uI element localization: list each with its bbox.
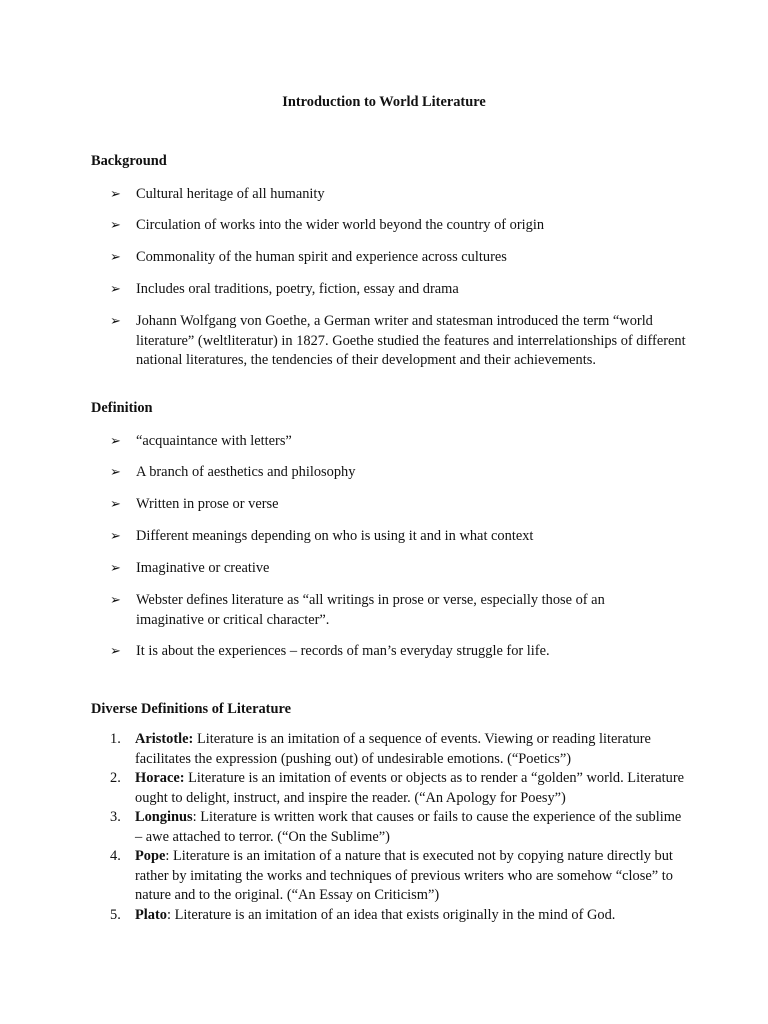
list-item-text: Imaginative or creative xyxy=(136,560,270,576)
list-item-text: Circulation of works into the wider world beyond the country of origin xyxy=(136,217,545,233)
definition-text: Literature is an imitation of events or objects as to render a “golden” world. Literature ought to delight, instruct, and inspire the reader. (“An Apology for Poesy”) xyxy=(135,770,685,806)
list-item xyxy=(110,185,696,205)
bullet-arrow-icon: ➢ xyxy=(110,282,121,297)
definition-text: : Literature is an imitation of a nature that is executed not by copying nature directly but rather by imitating the works and techniques of previous writers who are somehow “close” to nature and to the original. (“An Essay on Criticism”) xyxy=(135,848,673,903)
list-item-text: Webster defines literature as “all writings in prose or verse, especially those of an imaginative or critical character”. xyxy=(136,592,605,628)
list-item-text: “acquaintance with letters” xyxy=(136,433,292,449)
author-name: Horace: xyxy=(135,770,185,786)
list-number: 4. xyxy=(110,848,121,864)
list-item-text: Cultural heritage of all humanity xyxy=(136,186,325,202)
list-item-text: Commonality of the human spirit and experience across cultures xyxy=(136,249,507,265)
diverse-definitions-list xyxy=(110,730,690,925)
list-item xyxy=(110,559,696,579)
bullet-arrow-icon: ➢ xyxy=(110,561,121,576)
list-item xyxy=(110,248,696,268)
bullet-arrow-icon: ➢ xyxy=(110,465,121,480)
list-item xyxy=(110,432,696,452)
document-title: Introduction to World Literature xyxy=(282,94,486,110)
list-item xyxy=(110,808,690,847)
bullet-arrow-icon: ➢ xyxy=(110,593,121,608)
heading-definition: Definition xyxy=(91,400,153,416)
list-item xyxy=(110,906,690,926)
list-item xyxy=(110,591,676,630)
author-name: Pope xyxy=(135,848,166,864)
list-item xyxy=(110,730,690,769)
bullet-arrow-icon: ➢ xyxy=(110,644,121,659)
list-item-text: Written in prose or verse xyxy=(136,496,279,512)
list-item xyxy=(110,642,696,662)
bullet-arrow-icon: ➢ xyxy=(110,529,121,544)
list-item xyxy=(110,527,696,547)
list-item xyxy=(110,216,696,236)
list-item-text: Includes oral traditions, poetry, fiction, essay and drama xyxy=(136,281,459,297)
list-number: 5. xyxy=(110,906,121,923)
list-number: 2. xyxy=(110,770,121,786)
author-name: Plato xyxy=(135,906,167,923)
list-item-text: A branch of aesthetics and philosophy xyxy=(136,464,356,480)
bullet-arrow-icon: ➢ xyxy=(110,497,121,512)
list-item xyxy=(110,280,696,300)
bullet-arrow-icon: ➢ xyxy=(110,250,121,265)
list-number: 1. xyxy=(110,731,121,747)
bullet-arrow-icon: ➢ xyxy=(110,314,121,329)
list-item xyxy=(110,312,696,371)
heading-diverse-definitions: Diverse Definitions of Literature xyxy=(91,701,291,717)
list-item xyxy=(110,847,690,906)
definition-text: Literature is an imitation of a sequence of events. Viewing or reading literature facilitates the expression (pushing out) of undesirable emotions. (“Poetics”) xyxy=(135,731,651,767)
definition-text: : Literature is written work that causes or fails to cause the experience of the sublime – awe attached to terror. (“On the Sublime”) xyxy=(135,809,682,845)
list-item xyxy=(110,769,690,808)
bullet-arrow-icon: ➢ xyxy=(110,434,121,449)
definition-text: : Literature is an imitation of an idea that exists originally in the mind of God. xyxy=(166,906,616,923)
list-item-text: Different meanings depending on who is using it and in what context xyxy=(136,528,534,544)
heading-background: Background xyxy=(91,153,167,169)
author-name: Aristotle: xyxy=(135,731,194,747)
list-item xyxy=(110,463,696,483)
list-item-text: Johann Wolfgang von Goethe, a German writer and statesman introduced the term “world literature” (weltliteratur) in 1827. Goethe studied the features and interrelationships of different national literatures, the tendencies of their development and their achievements. xyxy=(136,313,686,368)
bullet-arrow-icon: ➢ xyxy=(110,218,121,233)
author-name: Longinus xyxy=(135,809,193,825)
list-item-text: It is about the experiences – records of man’s everyday struggle for life. xyxy=(136,643,550,659)
list-number: 3. xyxy=(110,809,121,825)
list-item xyxy=(110,495,696,515)
bullet-arrow-icon: ➢ xyxy=(110,187,121,202)
